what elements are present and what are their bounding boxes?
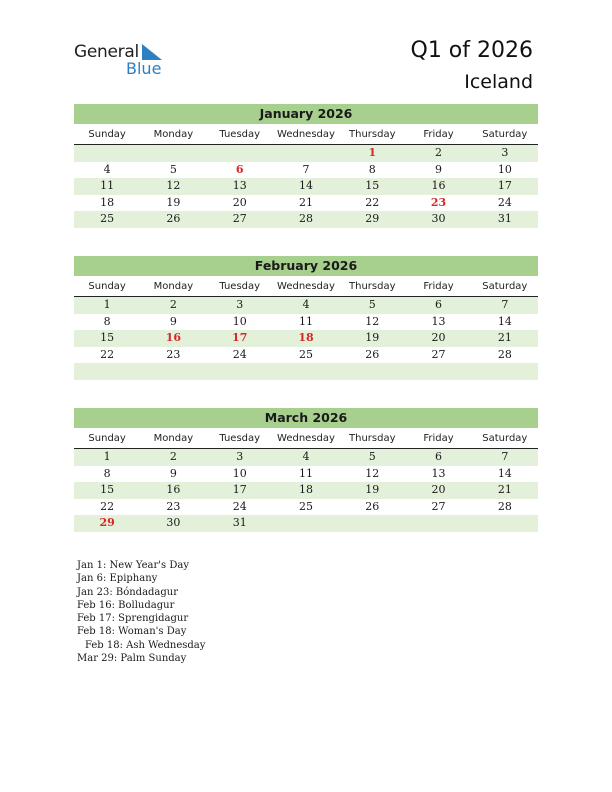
weekday-label: Wednesday <box>277 281 335 292</box>
holiday-item: Feb 16: Bolludagur <box>77 599 175 611</box>
weekday-label: Thursday <box>349 129 396 140</box>
week-row <box>74 195 538 212</box>
month-february <box>74 256 538 380</box>
day-cell: 1 <box>103 450 111 463</box>
weekday-label: Friday <box>423 129 454 140</box>
day-cell: 18 <box>298 331 314 344</box>
day-cell: 12 <box>166 179 181 192</box>
week-row <box>74 449 538 466</box>
day-cell: 8 <box>103 466 111 480</box>
weekday-label: Saturday <box>482 129 528 140</box>
day-cell: 25 <box>298 347 313 361</box>
weekday-label: Wednesday <box>277 129 335 140</box>
day-cell: 12 <box>365 466 380 480</box>
day-cell <box>273 363 339 380</box>
day-cell <box>74 145 140 162</box>
page-title: Q1 of 2026 <box>410 38 533 63</box>
day-cell: 29 <box>365 212 380 225</box>
weekday-label: Sunday <box>88 433 126 444</box>
day-cell: 22 <box>100 499 115 513</box>
day-cell: 9 <box>169 466 177 480</box>
weekday-label: Friday <box>423 433 454 444</box>
day-cell: 9 <box>169 314 177 328</box>
day-cell: 21 <box>298 195 313 209</box>
weekday-header <box>74 279 538 297</box>
day-cell: 22 <box>100 347 115 361</box>
day-cell <box>472 515 538 532</box>
month-title: February 2026 <box>74 256 538 276</box>
weekday-header <box>74 127 538 145</box>
week-row <box>74 145 538 162</box>
weekday-label: Saturday <box>482 433 528 444</box>
day-cell <box>74 363 140 380</box>
weekday-label: Tuesday <box>219 281 261 292</box>
brand-flag-icon <box>142 44 164 60</box>
country-name: Iceland <box>464 71 533 93</box>
day-cell: 10 <box>232 466 247 480</box>
day-cell: 22 <box>365 195 380 209</box>
month-title: January 2026 <box>74 104 538 124</box>
day-cell: 27 <box>431 347 446 361</box>
day-cell: 11 <box>298 466 313 480</box>
day-cell: 16 <box>431 179 446 192</box>
week-row <box>74 347 538 364</box>
week-row <box>74 363 538 380</box>
day-cell: 27 <box>232 212 247 225</box>
day-cell: 17 <box>232 483 247 496</box>
day-cell: 26 <box>166 212 181 225</box>
day-cell: 17 <box>497 179 512 192</box>
day-cell: 13 <box>431 314 446 328</box>
day-cell: 10 <box>232 314 247 328</box>
week-row <box>74 466 538 483</box>
day-cell: 13 <box>431 466 446 480</box>
day-cell: 27 <box>431 499 446 513</box>
day-cell: 28 <box>497 347 512 361</box>
holiday-item: Feb 17: Sprengidagur <box>77 613 189 625</box>
month-march <box>74 408 538 532</box>
weekday-label: Saturday <box>482 281 528 292</box>
weekday-label: Sunday <box>88 281 126 292</box>
day-cell: 11 <box>298 314 313 328</box>
day-cell <box>273 145 339 162</box>
day-cell: 6 <box>235 162 244 176</box>
day-cell: 8 <box>103 314 111 328</box>
holiday-list <box>77 559 205 665</box>
day-cell: 20 <box>232 195 247 209</box>
weekday-label: Tuesday <box>219 129 261 140</box>
holiday-item: Jan 6: Epiphany <box>77 573 158 585</box>
day-cell: 18 <box>100 195 115 209</box>
week-row <box>74 297 538 314</box>
day-cell: 5 <box>169 162 177 176</box>
day-cell: 26 <box>365 347 380 361</box>
day-cell: 14 <box>298 179 313 192</box>
week-row <box>74 178 538 195</box>
weekday-label: Monday <box>153 281 194 292</box>
day-cell: 13 <box>232 179 247 192</box>
day-cell: 19 <box>166 195 181 209</box>
day-cell: 30 <box>166 516 181 529</box>
day-cell <box>207 145 273 162</box>
day-cell: 23 <box>166 347 181 361</box>
day-cell <box>405 363 471 380</box>
day-cell: 25 <box>298 499 313 513</box>
day-cell: 1 <box>368 146 377 159</box>
day-cell: 26 <box>365 499 380 513</box>
day-cell: 21 <box>497 483 512 496</box>
day-cell: 7 <box>501 450 509 463</box>
day-cell: 29 <box>99 516 115 529</box>
day-cell <box>472 363 538 380</box>
week-row <box>74 482 538 499</box>
day-cell: 11 <box>100 179 115 192</box>
day-cell: 15 <box>100 483 115 496</box>
weekday-label: Thursday <box>349 433 396 444</box>
day-cell: 3 <box>236 450 244 463</box>
day-cell: 20 <box>431 483 446 496</box>
day-cell: 2 <box>169 298 177 311</box>
week-row <box>74 314 538 331</box>
day-cell: 31 <box>497 212 512 225</box>
day-cell: 16 <box>165 331 182 344</box>
day-cell <box>273 515 339 532</box>
day-cell: 23 <box>166 499 181 513</box>
day-cell: 23 <box>430 195 447 209</box>
day-cell: 7 <box>501 298 509 311</box>
day-cell: 1 <box>103 298 111 311</box>
day-cell: 4 <box>302 298 310 311</box>
day-cell: 5 <box>368 298 376 311</box>
day-cell: 28 <box>497 499 512 513</box>
day-cell: 8 <box>368 162 376 176</box>
day-cell: 24 <box>232 347 247 361</box>
weekday-label: Thursday <box>349 281 396 292</box>
day-cell: 28 <box>298 212 313 225</box>
month-january <box>74 104 538 228</box>
day-cell: 31 <box>232 516 247 529</box>
day-cell: 30 <box>431 212 446 225</box>
holiday-item: Feb 18: Ash Wednesday <box>85 639 206 651</box>
day-cell: 9 <box>435 162 443 176</box>
holiday-item: Mar 29: Palm Sunday <box>77 653 187 665</box>
day-cell: 3 <box>501 146 509 159</box>
day-cell: 18 <box>298 483 313 496</box>
day-cell <box>140 363 206 380</box>
week-row <box>74 330 538 347</box>
day-cell: 16 <box>166 483 181 496</box>
day-cell <box>405 515 471 532</box>
month-title: March 2026 <box>74 408 538 428</box>
day-cell <box>339 515 405 532</box>
day-cell: 20 <box>431 331 446 344</box>
brand-name-blue: Blue <box>126 59 162 78</box>
day-cell <box>140 145 206 162</box>
weekday-label: Wednesday <box>277 433 335 444</box>
holiday-item: Jan 23: Bóndadagur <box>77 586 179 598</box>
day-cell: 10 <box>497 162 512 176</box>
weekday-label: Monday <box>153 433 194 444</box>
weekday-label: Sunday <box>88 129 126 140</box>
day-cell: 2 <box>435 146 443 159</box>
holiday-item: Feb 18: Woman's Day <box>77 626 187 638</box>
day-cell: 14 <box>497 466 512 480</box>
day-cell: 15 <box>100 331 115 344</box>
day-cell: 24 <box>497 195 512 209</box>
day-cell: 19 <box>365 483 380 496</box>
weekday-label: Friday <box>423 281 454 292</box>
day-cell <box>207 363 273 380</box>
day-cell: 19 <box>365 331 380 344</box>
holiday-item: Jan 1: New Year's Day <box>77 560 189 571</box>
day-cell: 17 <box>232 331 248 344</box>
brand-name-general: General <box>74 42 139 62</box>
day-cell: 25 <box>100 212 115 225</box>
brand-logo <box>74 42 174 78</box>
weekday-label: Tuesday <box>219 433 261 444</box>
week-row <box>74 211 538 228</box>
day-cell: 6 <box>435 298 443 311</box>
day-cell: 7 <box>302 162 310 176</box>
weekday-label: Monday <box>153 129 194 140</box>
day-cell <box>339 363 405 380</box>
day-cell: 14 <box>497 314 512 328</box>
day-cell: 15 <box>365 179 380 192</box>
day-cell: 5 <box>368 450 376 463</box>
week-row <box>74 499 538 516</box>
day-cell: 3 <box>236 298 244 311</box>
day-cell: 24 <box>232 499 247 513</box>
day-cell: 4 <box>103 162 111 176</box>
day-cell: 6 <box>435 450 443 463</box>
week-row <box>74 162 538 179</box>
week-row <box>74 515 538 532</box>
weekday-header <box>74 431 538 449</box>
day-cell: 4 <box>302 450 310 463</box>
day-cell: 21 <box>497 331 512 344</box>
day-cell: 12 <box>365 314 380 328</box>
day-cell: 2 <box>169 450 177 463</box>
